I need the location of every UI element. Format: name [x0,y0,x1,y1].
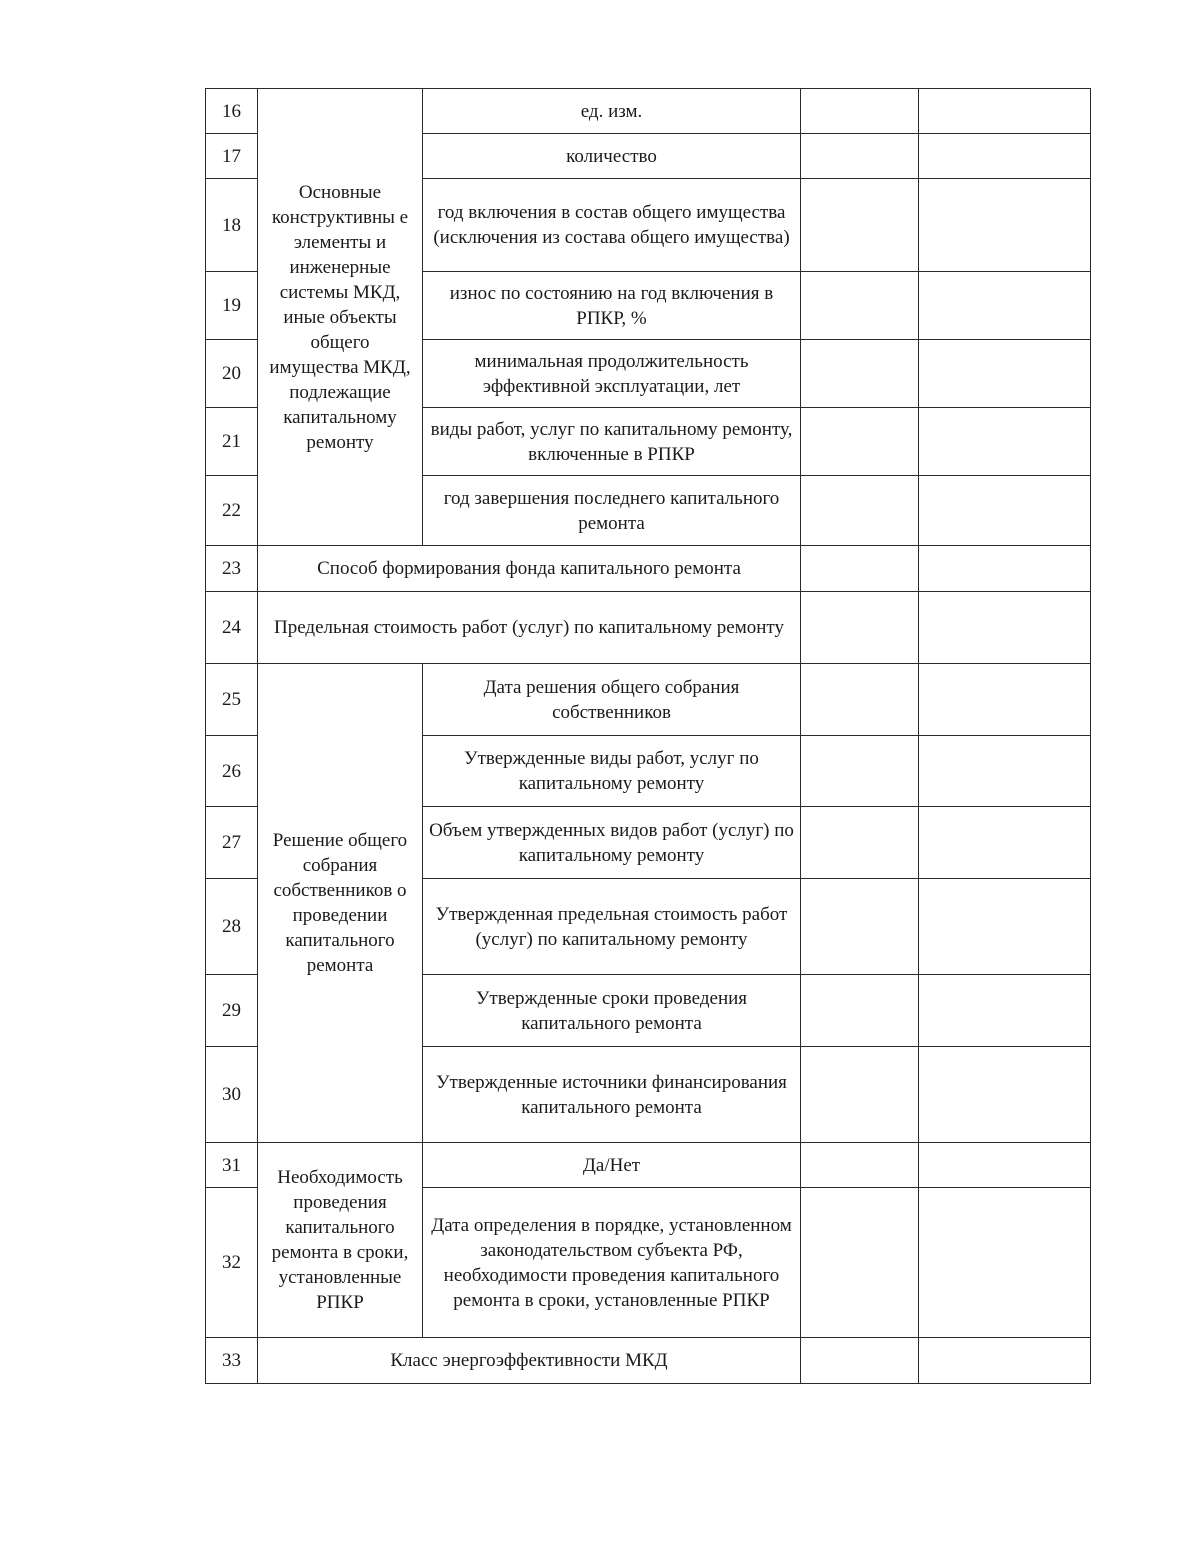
group-structural-elements: Основные конструктивны е элементы и инженерные системы МКД, иные объекты общего имущества МКД, подлежащие капитальному ремонту [258,89,423,546]
row-number: 25 [206,664,258,736]
value-cell [801,179,919,272]
value-cell [801,1338,919,1384]
value-cell [801,664,919,736]
value-cell [801,89,919,134]
row-number: 21 [206,408,258,476]
value-cell [801,476,919,546]
row-label: год включения в состав общего имущества (исключения из состава общего имущества) [423,179,801,272]
value-cell [919,340,1091,408]
table-row [206,546,1091,592]
value-cell [801,340,919,408]
row-number: 23 [206,546,258,592]
group-owners-decision: Решение общего собрания собственников о проведении капитального ремонта [258,664,423,1143]
value-cell [801,807,919,879]
row-label: Утвержденные сроки проведения капитального ремонта [423,975,801,1047]
row-label: Да/Нет [423,1143,801,1188]
row-label: ед. изм. [423,89,801,134]
value-cell [919,664,1091,736]
housing-data-table [205,88,1091,1384]
row-number: 19 [206,272,258,340]
row-number: 17 [206,134,258,179]
row-number: 24 [206,592,258,664]
value-cell [801,1188,919,1338]
row-label: износ по состоянию на год включения в РПКР, % [423,272,801,340]
row-number: 28 [206,879,258,975]
row-number: 22 [206,476,258,546]
row-label: Утвержденные виды работ, услуг по капитальному ремонту [423,736,801,807]
table-row [206,89,1091,134]
value-cell [919,134,1091,179]
value-cell [801,272,919,340]
row-number: 27 [206,807,258,879]
value-cell [919,975,1091,1047]
group-repair-necessity: Необходимость проведения капитального ремонта в сроки, установленные РПКР [258,1143,423,1338]
table-row [206,664,1091,736]
row-number: 30 [206,1047,258,1143]
row-label: Утвержденная предельная стоимость работ (услуг) по капитальному ремонту [423,879,801,975]
row-label: Класс энергоэффективности МКД [258,1338,801,1384]
row-number: 26 [206,736,258,807]
value-cell [801,408,919,476]
value-cell [919,1143,1091,1188]
value-cell [919,1188,1091,1338]
table-row [206,1143,1091,1188]
value-cell [919,408,1091,476]
value-cell [801,736,919,807]
table-row [206,1338,1091,1384]
row-label: количество [423,134,801,179]
table-row [206,592,1091,664]
value-cell [919,546,1091,592]
value-cell [801,546,919,592]
row-label: минимальная продолжительность эффективной эксплуатации, лет [423,340,801,408]
row-label: Способ формирования фонда капитального ремонта [258,546,801,592]
row-label: Утвержденные источники финансирования капитального ремонта [423,1047,801,1143]
row-label: Предельная стоимость работ (услуг) по капитальному ремонту [258,592,801,664]
value-cell [801,1143,919,1188]
row-number: 33 [206,1338,258,1384]
value-cell [919,1047,1091,1143]
value-cell [919,1338,1091,1384]
value-cell [919,736,1091,807]
row-number: 29 [206,975,258,1047]
value-cell [801,1047,919,1143]
row-label: Дата решения общего собрания собственников [423,664,801,736]
value-cell [919,879,1091,975]
value-cell [801,592,919,664]
value-cell [919,807,1091,879]
row-label: год завершения последнего капитального ремонта [423,476,801,546]
row-number: 32 [206,1188,258,1338]
value-cell [919,89,1091,134]
row-number: 18 [206,179,258,272]
row-label: виды работ, услуг по капитальному ремонту, включенные в РПКР [423,408,801,476]
row-number: 31 [206,1143,258,1188]
value-cell [801,879,919,975]
value-cell [919,179,1091,272]
row-label: Объем утвержденных видов работ (услуг) по капитальному ремонту [423,807,801,879]
value-cell [919,592,1091,664]
row-number: 16 [206,89,258,134]
row-label: Дата определения в порядке, установленном законодательством субъекта РФ, необходимости проведения капитального ремонта в сроки, установленные РПКР [423,1188,801,1338]
document-sheet [205,88,1090,1384]
value-cell [801,975,919,1047]
value-cell [919,272,1091,340]
row-number: 20 [206,340,258,408]
value-cell [919,476,1091,546]
value-cell [801,134,919,179]
